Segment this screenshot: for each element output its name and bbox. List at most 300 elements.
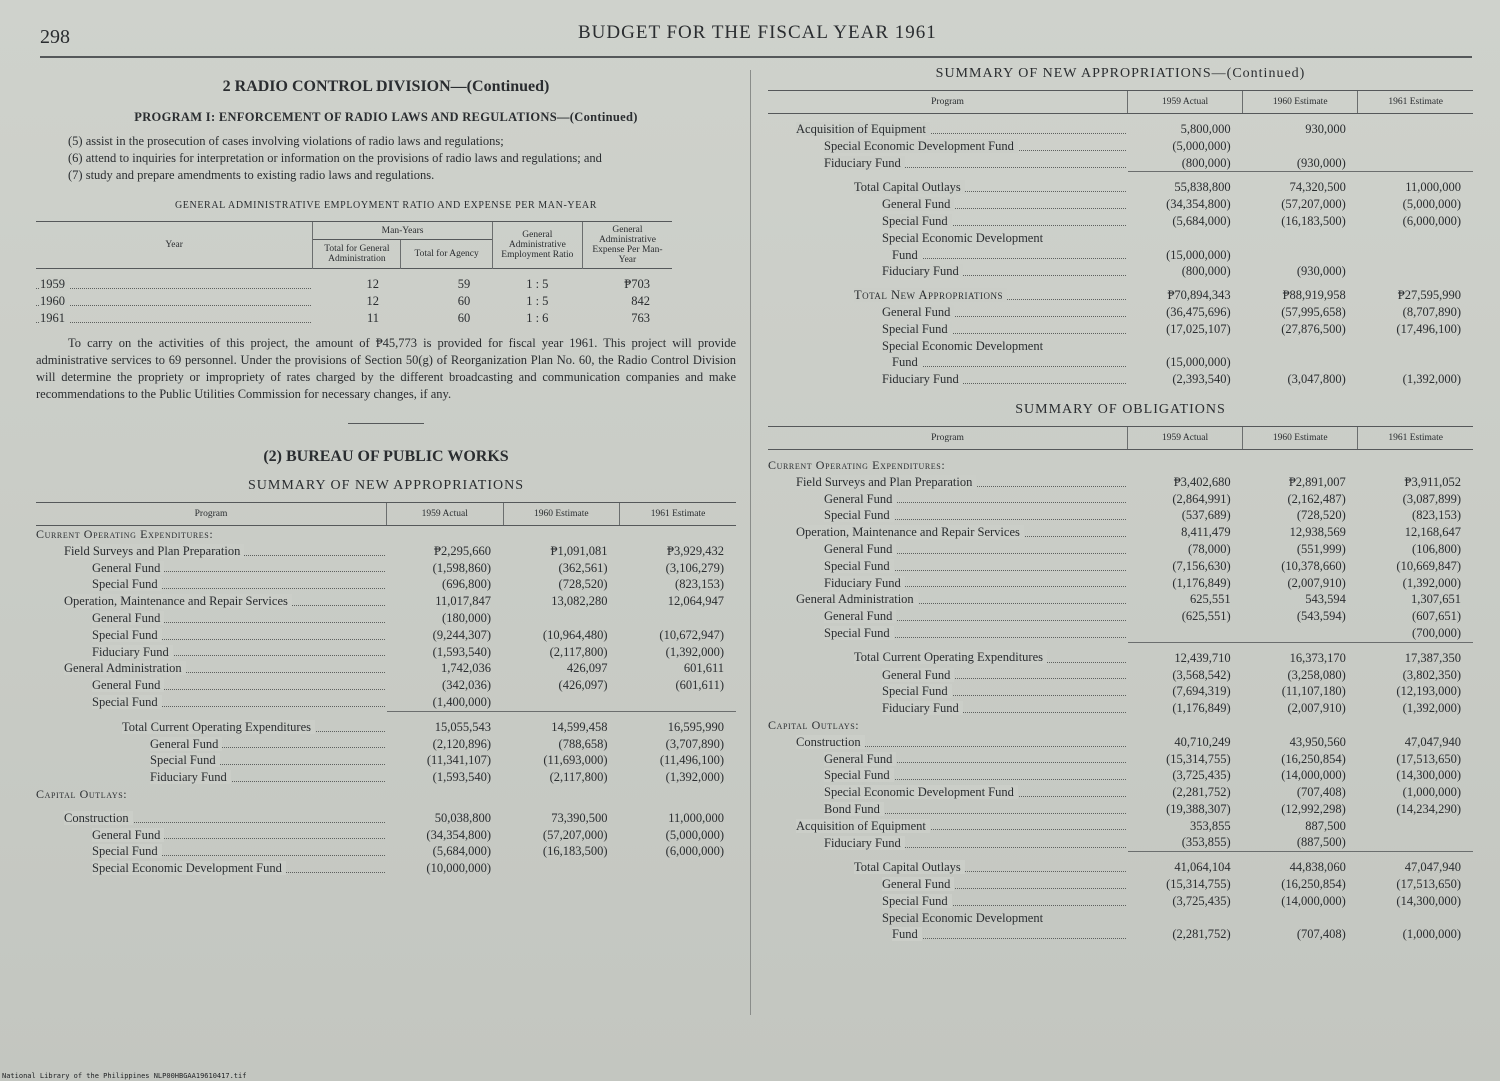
value-1961: (10,672,947) (659, 627, 724, 642)
value-1961: (1,392,000) (1402, 372, 1461, 387)
row-label: Fiduciary Fund (882, 701, 963, 715)
value-1961: (823,153) (1412, 508, 1461, 523)
value-1959: (7,156,630) (1172, 558, 1231, 573)
table-row (768, 608, 1473, 625)
ratio-value: 1 : 6 (526, 311, 549, 325)
row-label: Construction (64, 811, 133, 825)
row-label: General Administration (64, 661, 186, 675)
table-row (36, 543, 736, 560)
table-row (768, 683, 1473, 700)
table-row (768, 700, 1473, 717)
row-label: Special Fund (92, 695, 162, 709)
ratio-year: 1959 (40, 277, 69, 291)
row-label: General Fund (882, 668, 954, 682)
value-1961: 601,611 (683, 661, 724, 676)
value-1959: (1,593,540) (432, 644, 491, 659)
row-label: General Fund (824, 492, 896, 506)
value-1959: (17,025,107) (1166, 321, 1231, 336)
table-row (768, 801, 1473, 818)
row-label: Special Fund (824, 626, 894, 640)
row-label: General Fund (882, 305, 954, 319)
value-1960 (1243, 138, 1358, 155)
value-1961: (8,707,890) (1402, 304, 1461, 319)
value-1961: 47,047,940 (1358, 852, 1473, 876)
table-row (768, 321, 1473, 338)
value-1961 (1358, 263, 1473, 280)
value-1959: (11,341,107) (426, 753, 491, 768)
table-row (768, 524, 1473, 541)
value-1960 (1243, 625, 1358, 642)
value-1959: 625,551 (1190, 592, 1231, 607)
value-1960 (1243, 717, 1358, 734)
value-1959: (34,354,800) (1166, 197, 1231, 212)
value-1959 (1128, 910, 1243, 927)
value-1960: (551,999) (1296, 541, 1346, 556)
row-label: Special Fund (824, 559, 894, 573)
value-1961: (1,392,000) (1402, 575, 1461, 590)
total-row (768, 642, 1473, 666)
table-row (768, 625, 1473, 642)
value-1961 (1358, 138, 1473, 155)
value-1959: (36,475,696) (1166, 304, 1231, 319)
value-1959: (5,684,000) (432, 844, 491, 859)
value-1961: ₱27,595,990 (1397, 288, 1461, 303)
value-1960: (543,594) (1296, 609, 1346, 624)
page-number: 298 (40, 26, 70, 48)
row-label: Current Operating Expenditures: (36, 527, 214, 541)
section-separator (348, 423, 424, 424)
value-1959: (5,000,000) (1172, 138, 1231, 153)
col-year: Year (36, 222, 313, 269)
value-1960 (1243, 338, 1358, 355)
value-1959: (78,000) (1187, 541, 1231, 556)
value-1960: 44,838,060 (1243, 852, 1358, 876)
value-1960: (426,097) (558, 678, 608, 693)
value-1961: 11,000,000 (668, 810, 724, 825)
value-1959: (800,000) (1181, 155, 1231, 170)
value-1960: (3,047,800) (1287, 372, 1346, 387)
value-1960: (10,964,480) (542, 627, 608, 642)
table-row (768, 507, 1473, 524)
scan-footer-note: National Library of the Philippines NLP00HBGAA19610417.tif (2, 1072, 247, 1080)
value-1960: 43,950,560 (1289, 734, 1346, 749)
row-label: Fiduciary Fund (92, 645, 173, 659)
value-1959: (10,000,000) (426, 861, 491, 876)
row-label: Capital Outlays: (36, 786, 128, 801)
row-label: Acquisition of Equipment (796, 122, 930, 136)
value-1959: (5,684,000) (1172, 213, 1231, 228)
col-1960: 1960 Estimate (503, 503, 620, 526)
value-1960: 887,500 (1305, 818, 1346, 833)
value-1959: 12,439,710 (1128, 642, 1243, 666)
row-label: Special Economic Development Fund (824, 785, 1018, 799)
row-label: Special Fund (824, 768, 894, 782)
ratio-table (36, 221, 672, 327)
table-row (36, 677, 736, 694)
row-label: Special Fund (882, 894, 952, 908)
header-rule (40, 56, 1472, 58)
value-1959: (15,314,755) (1166, 877, 1231, 892)
value-1960 (1243, 247, 1358, 264)
ratio-agency: 59 (457, 277, 471, 291)
table-row (768, 834, 1473, 851)
value-1960: 74,320,500 (1243, 172, 1358, 196)
table-row (768, 304, 1473, 321)
value-1961 (1358, 354, 1473, 371)
value-1959: 15,055,543 (387, 711, 504, 735)
row-label: Special Economic Development (882, 230, 1044, 245)
value-1959: (2,281,752) (1172, 785, 1231, 800)
page-title: BUDGET FOR THE FISCAL YEAR 1961 (578, 22, 937, 43)
value-1959: (7,694,319) (1172, 684, 1231, 699)
value-1960: 16,373,170 (1243, 642, 1358, 666)
table-row (768, 541, 1473, 558)
value-1960: (2,007,910) (1287, 701, 1346, 716)
value-1961 (1358, 910, 1473, 927)
row-label: Operation, Maintenance and Repair Services (796, 525, 1024, 539)
value-1960: (728,520) (1296, 508, 1346, 523)
value-1960: (10,378,660) (1281, 558, 1346, 573)
value-1959: (15,314,755) (1166, 751, 1231, 766)
value-1959: (1,598,860) (432, 560, 491, 575)
value-1960: (728,520) (558, 577, 608, 592)
value-1961: 12,064,947 (667, 594, 724, 609)
table-row (768, 491, 1473, 508)
row-label: Special Fund (150, 753, 220, 767)
value-1960: 13,082,280 (551, 594, 608, 609)
table-row (36, 660, 736, 677)
value-1959: (3,725,435) (1172, 768, 1231, 783)
closing-paragraph (36, 335, 736, 403)
row-label: General Fund (824, 609, 896, 623)
value-1960: (57,207,000) (542, 827, 608, 842)
table-row (768, 280, 1473, 304)
row-label: Current Operating Expenditures: (768, 457, 946, 472)
row-label: Fiduciary Fund (882, 372, 963, 386)
value-1961: (106,800) (1412, 541, 1461, 556)
table-row (36, 627, 736, 644)
table-row (768, 667, 1473, 684)
table-row (36, 593, 736, 610)
total-row (768, 852, 1473, 876)
value-1961 (1358, 818, 1473, 835)
row-label: Special Fund (92, 628, 162, 642)
value-1960: 426,097 (566, 661, 608, 676)
value-1959 (1128, 230, 1243, 247)
table-row (768, 575, 1473, 592)
ratio-caption: GENERAL ADMINISTRATIVE EMPLOYMENT RATIO AND EXPENSE PER MAN-YEAR (174, 200, 597, 211)
col-1959: 1959 Actual (1128, 91, 1243, 114)
section-row (768, 717, 1473, 734)
value-1961 (1358, 114, 1473, 138)
row-label: Total Capital Outlays (854, 860, 965, 874)
row-label: General Fund (92, 561, 164, 575)
value-1960: (362,561) (558, 560, 608, 575)
table-row (36, 576, 736, 593)
value-1960: (14,000,000) (1281, 893, 1346, 908)
table-row (768, 354, 1473, 371)
table-row (768, 767, 1473, 784)
col-total-agency: Total for Agency (401, 240, 492, 269)
ratio-admin: 11 (366, 311, 379, 325)
col-1959: 1959 Actual (387, 503, 504, 526)
table-row (36, 610, 736, 627)
row-label: Construction (796, 735, 865, 749)
value-1959: (537,689) (1181, 508, 1231, 523)
value-1960: (16,250,854) (1281, 751, 1346, 766)
row-label: Fiduciary Fund (824, 836, 905, 850)
value-1960: 73,390,500 (551, 810, 608, 825)
table-row (768, 196, 1473, 213)
value-1961: (5,000,000) (665, 827, 724, 842)
row-label: Capital Outlays: (768, 717, 860, 732)
value-1961: (10,669,847) (1396, 558, 1461, 573)
value-1960: (3,258,080) (1287, 667, 1346, 682)
value-1959: (15,000,000) (1166, 247, 1231, 262)
value-1959: 353,855 (1190, 818, 1231, 833)
value-1961: ₱3,911,052 (1404, 474, 1461, 489)
value-1960: (788,658) (558, 736, 608, 751)
value-1961 (1358, 717, 1473, 734)
col-1961: 1961 Estimate (1358, 426, 1473, 449)
ratio-expense: ₱703 (624, 277, 650, 291)
table-row (768, 893, 1473, 910)
right-column (768, 60, 1473, 943)
ratio-admin: 12 (366, 294, 379, 308)
value-1959 (1128, 338, 1243, 355)
page-header (0, 14, 1500, 54)
value-1960: (57,995,658) (1281, 304, 1346, 319)
value-1960: (707,408) (1296, 785, 1346, 800)
value-1960 (1243, 354, 1358, 371)
ratio-year: 1960 (40, 294, 69, 308)
row-label: Acquisition of Equipment (796, 819, 930, 833)
value-1961: 11,000,000 (1358, 172, 1473, 196)
left-column (36, 60, 736, 877)
table-row (768, 263, 1473, 280)
row-label: Total Capital Outlays (854, 180, 965, 194)
col-1961: 1961 Estimate (1358, 91, 1473, 114)
value-1961 (1358, 834, 1473, 851)
table-row (768, 371, 1473, 388)
value-1959: (15,000,000) (1166, 355, 1231, 370)
table-row (768, 910, 1473, 927)
value-1959: (3,725,435) (1172, 893, 1231, 908)
row-label: Special Fund (882, 322, 952, 336)
ratio-expense: 842 (631, 294, 650, 308)
value-1960: (930,000) (1296, 264, 1346, 279)
value-1961: (1,000,000) (1402, 785, 1461, 800)
program-heading: PROGRAM I: ENFORCEMENT OF RADIO LAWS AND REGULATIONS—(Continued) (134, 110, 638, 124)
value-1959: 55,838,800 (1128, 172, 1243, 196)
value-1961 (1358, 230, 1473, 247)
table-row (768, 876, 1473, 893)
table-row (768, 591, 1473, 608)
value-1961: (1,392,000) (665, 770, 724, 785)
row-label: Fiduciary Fund (824, 576, 905, 590)
value-1961: 17,387,350 (1358, 642, 1473, 666)
value-1959: (9,244,307) (432, 627, 491, 642)
value-1961: 1,307,651 (1411, 592, 1461, 607)
value-1959: (342,036) (442, 678, 491, 693)
row-label: General Fund (824, 542, 896, 556)
value-1959: 5,800,000 (1180, 122, 1231, 136)
value-1960: (2,162,487) (1287, 491, 1346, 506)
col-program: Program (768, 426, 1128, 449)
row-label: Special Fund (92, 577, 162, 591)
appropriations-table (36, 502, 736, 877)
value-1961 (620, 786, 737, 803)
ratio-admin: 12 (366, 277, 379, 291)
table-row (768, 138, 1473, 155)
table-row (36, 860, 736, 877)
value-1961: (3,802,350) (1402, 667, 1461, 682)
col-1960: 1960 Estimate (1243, 91, 1358, 114)
col-expense: General Administrative Expense Per Man-Year (582, 222, 672, 269)
col-program: Program (36, 503, 387, 526)
value-1959: (353,855) (1181, 835, 1231, 850)
value-1959: (1,176,849) (1172, 701, 1231, 716)
col-1960: 1960 Estimate (1243, 426, 1358, 449)
table-row (768, 751, 1473, 768)
value-1960: (16,183,500) (542, 844, 608, 859)
value-1960 (503, 610, 620, 627)
value-1961 (620, 860, 737, 877)
ratio-value: 1 : 5 (526, 277, 549, 291)
row-label: Operation, Maintenance and Repair Services (64, 594, 292, 608)
table-row (768, 338, 1473, 355)
col-program: Program (768, 91, 1128, 114)
value-1959: 11,017,847 (435, 594, 491, 609)
obligations-table (768, 426, 1473, 943)
row-label: General Fund (882, 877, 954, 891)
row-label: Fiduciary Fund (824, 156, 905, 170)
value-1960: 12,938,569 (1289, 525, 1346, 540)
value-1960: (11,107,180) (1281, 684, 1346, 699)
table-row (36, 803, 736, 827)
table-row (768, 155, 1473, 172)
table-row (768, 213, 1473, 230)
value-1959: (2,281,752) (1172, 927, 1231, 942)
value-1961 (1358, 338, 1473, 355)
table-row (36, 843, 736, 860)
row-label: Fund (892, 355, 922, 369)
value-1960: (14,000,000) (1281, 768, 1346, 783)
total-row (768, 172, 1473, 196)
value-1959 (1128, 717, 1243, 734)
value-1960: 14,599,458 (503, 711, 620, 735)
value-1959 (387, 526, 504, 543)
section-row (768, 449, 1473, 473)
value-1961: (601,611) (675, 678, 724, 693)
table-row (36, 644, 736, 661)
table-row (768, 247, 1473, 264)
ratio-value: 1 : 5 (526, 294, 549, 308)
table-row (768, 474, 1473, 491)
section-row (36, 786, 736, 803)
row-label: Special Economic Development (882, 338, 1044, 353)
row-label: Fund (892, 248, 922, 262)
row-label: Total New Appropriations (854, 288, 1007, 302)
value-1959: (1,176,849) (1172, 575, 1231, 590)
row-label: Fiduciary Fund (150, 770, 231, 784)
obligations-heading: SUMMARY OF OBLIGATIONS (1015, 401, 1226, 417)
col-total-admin: Total for General Administration (313, 240, 401, 269)
table-row (36, 827, 736, 844)
row-label: General Fund (92, 828, 164, 842)
row-label: Fiduciary Fund (882, 264, 963, 278)
row-label: General Fund (150, 737, 222, 751)
value-1959: 1,742,036 (441, 661, 491, 676)
value-1961 (620, 694, 737, 711)
value-1959: (2,864,991) (1172, 491, 1231, 506)
value-1960 (503, 786, 620, 803)
summary-heading: SUMMARY OF NEW APPROPRIATIONS (247, 478, 524, 493)
value-1959: 8,411,479 (1181, 525, 1231, 540)
row-label: Special Fund (882, 214, 952, 228)
table-row (36, 769, 736, 786)
table-row (36, 736, 736, 753)
row-label: General Fund (92, 611, 164, 625)
column-divider (750, 70, 751, 1015)
row-label: Special Economic Development Fund (92, 861, 286, 875)
value-1960 (503, 526, 620, 543)
value-1959: (1,593,540) (432, 770, 491, 785)
value-1959: 40,710,249 (1174, 734, 1231, 749)
division-heading: 2 RADIO CONTROL DIVISION—(Continued) (222, 78, 550, 95)
value-1960 (503, 860, 620, 877)
table-row (36, 752, 736, 769)
value-1960: (16,250,854) (1281, 877, 1346, 892)
value-1960: (27,876,500) (1281, 321, 1346, 336)
value-1961: (3,106,279) (665, 560, 724, 575)
value-1959: (696,800) (442, 577, 491, 592)
value-1961: (3,087,899) (1402, 491, 1461, 506)
table-row (36, 560, 736, 577)
row-label: General Fund (824, 752, 896, 766)
value-1959: (180,000) (442, 610, 491, 625)
table-row (768, 818, 1473, 835)
value-1961: (1,392,000) (665, 644, 724, 659)
value-1961: 16,595,990 (620, 711, 737, 735)
value-1961 (620, 610, 737, 627)
value-1961 (1358, 449, 1473, 473)
value-1960: (57,207,000) (1281, 197, 1346, 212)
value-1960: (707,408) (1296, 927, 1346, 942)
duties-list (36, 133, 736, 184)
value-1961: 47,047,940 (1404, 734, 1461, 749)
table-row (768, 114, 1473, 138)
value-1959 (1128, 449, 1243, 473)
col-man-years: Man-Years (313, 222, 492, 240)
value-1960: 930,000 (1305, 122, 1346, 136)
table-row (768, 734, 1473, 751)
value-1961: (3,707,890) (665, 736, 724, 751)
col-1961: 1961 Estimate (620, 503, 737, 526)
value-1960: (887,500) (1296, 835, 1346, 850)
appropriations-continued-table (768, 90, 1473, 388)
table-row (768, 230, 1473, 247)
row-label: Special Fund (882, 684, 952, 698)
value-1959: (3,568,542) (1172, 667, 1231, 682)
value-1959: (2,393,540) (1172, 372, 1231, 387)
row-label: Special Economic Development Fund (824, 139, 1018, 153)
value-1959: (34,354,800) (426, 827, 491, 842)
duty-item: (7) study and prepare amendments to existing radio laws and regulations. (68, 168, 435, 182)
value-1961: ₱3,929,432 (667, 543, 724, 558)
value-1960 (1243, 230, 1358, 247)
value-1961: (6,000,000) (1402, 213, 1461, 228)
